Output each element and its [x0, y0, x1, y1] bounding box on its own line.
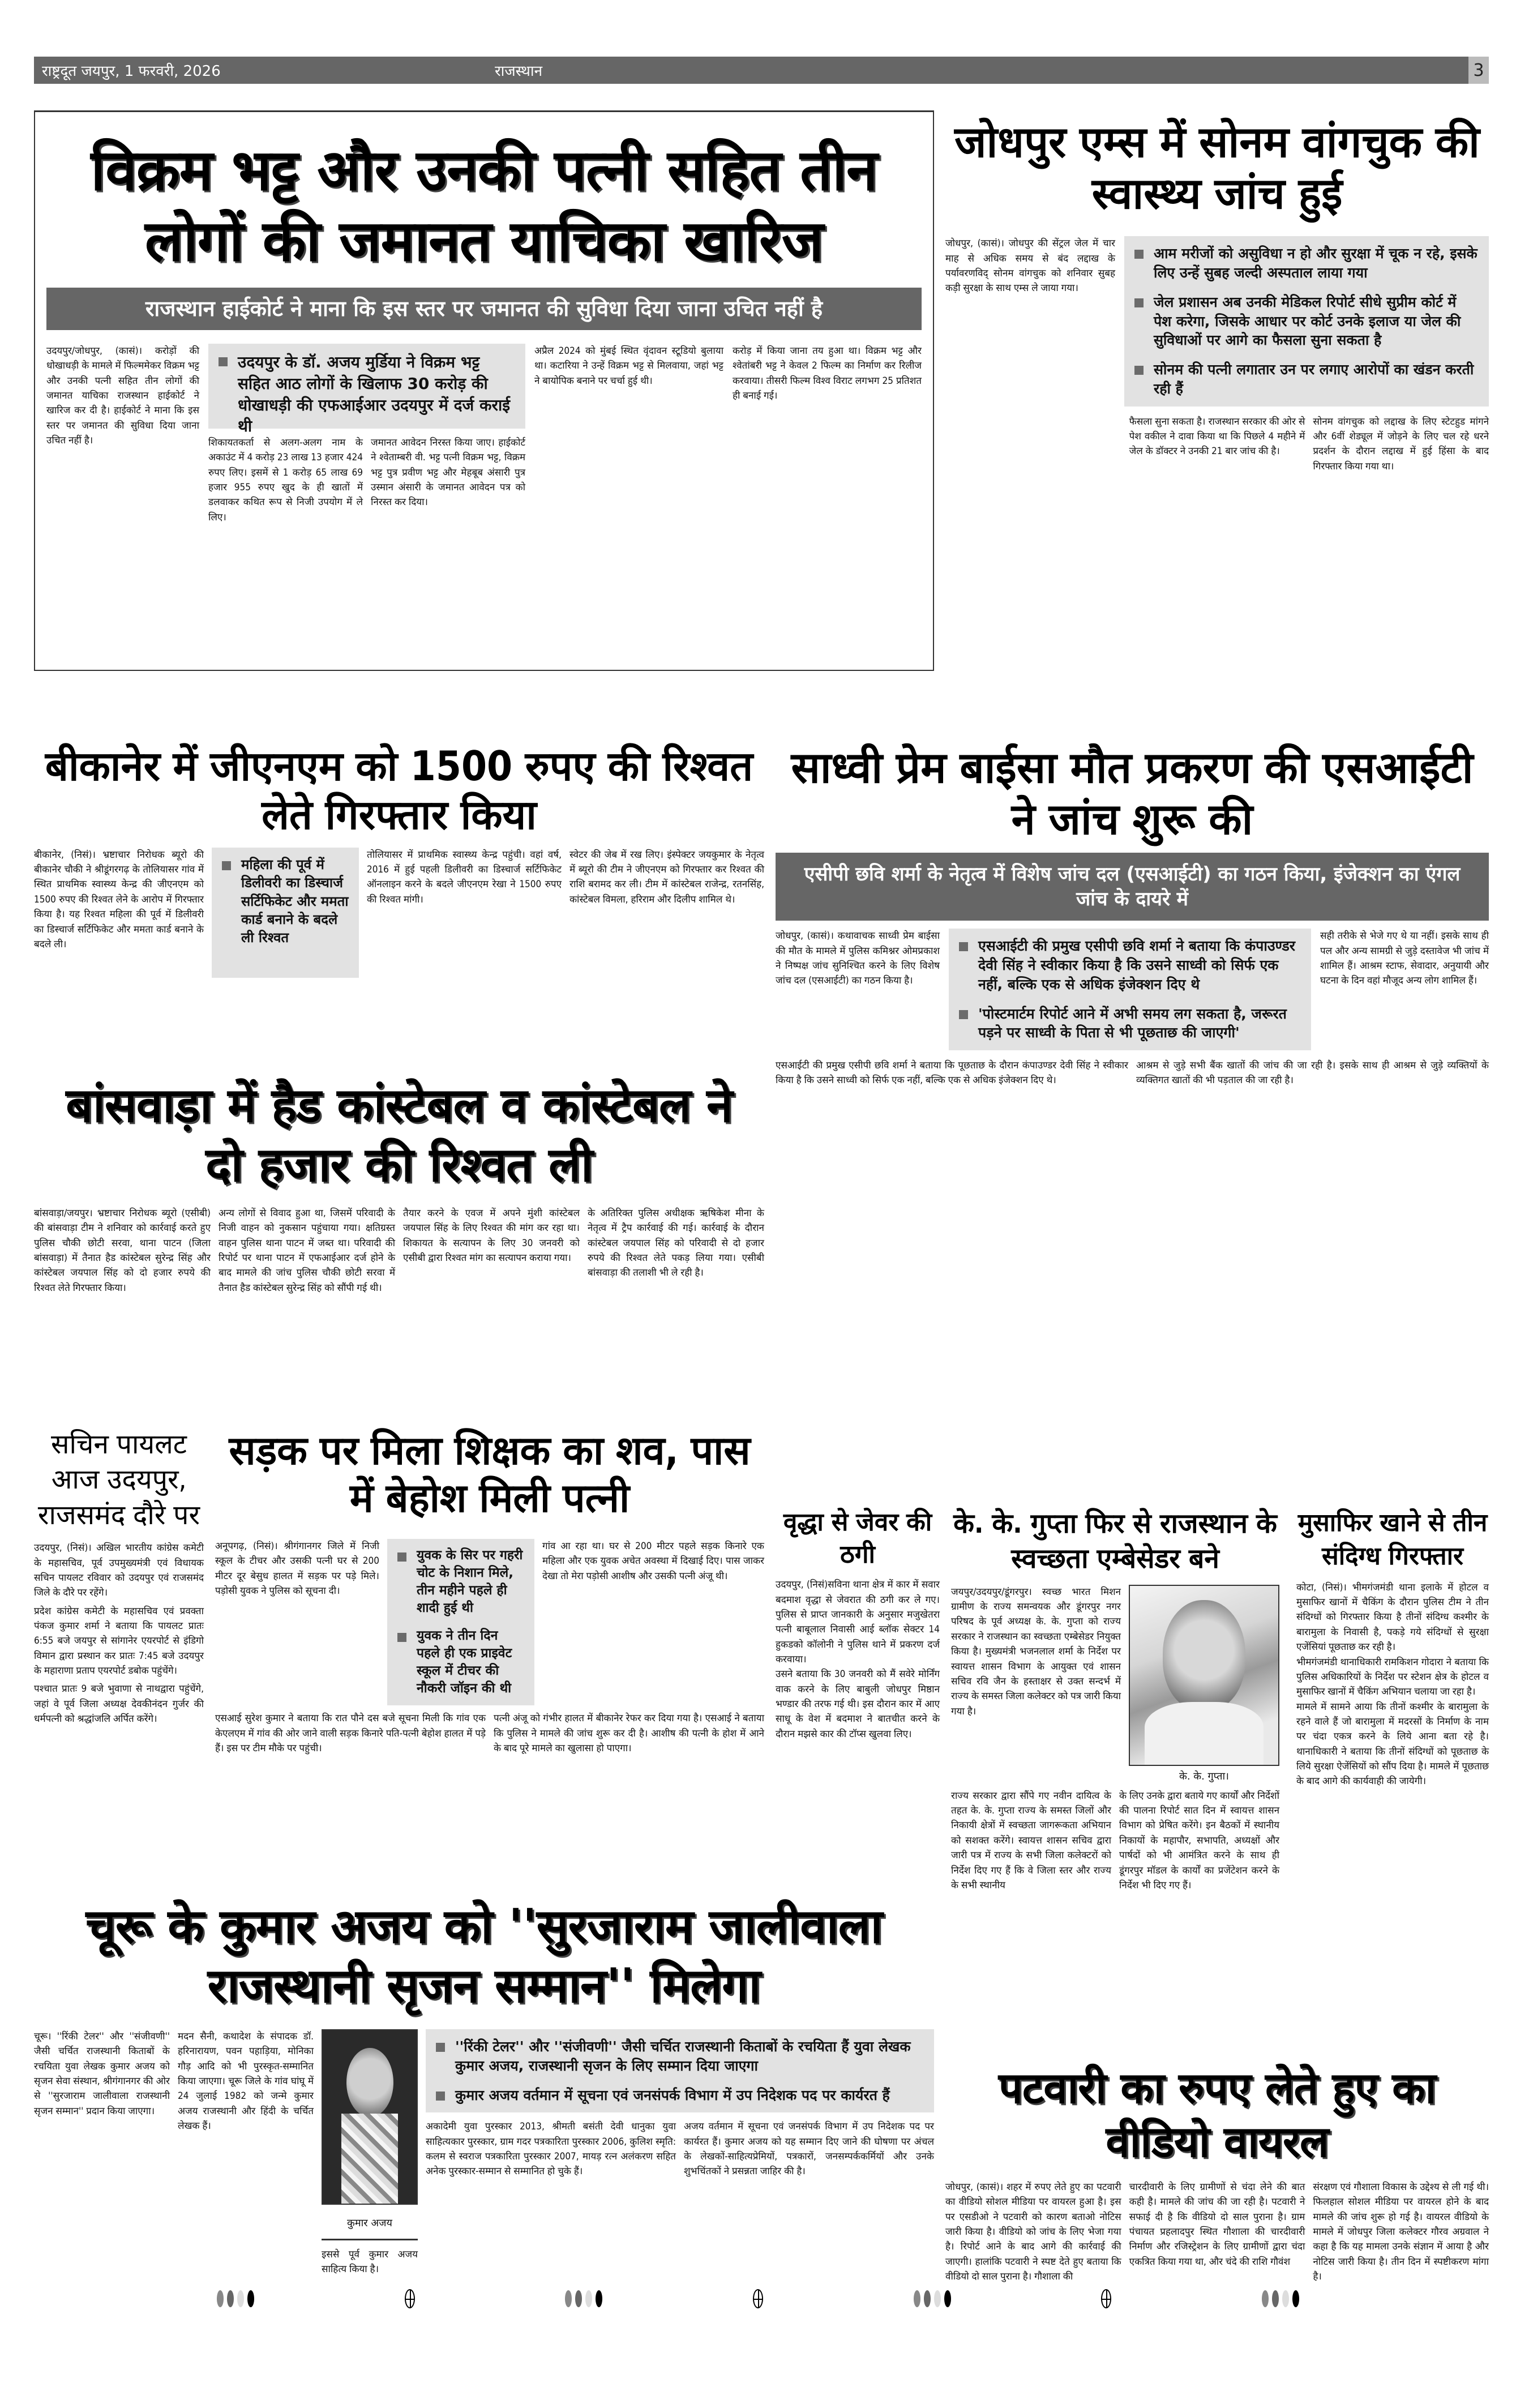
- headline: सड़क पर मिला शिक्षक का शव, पास में बेहोश मिली पत्नी: [229, 1427, 751, 1521]
- body-column: अनूपगढ़, (निसं)। श्रीगंगानगर जिले में निजी स्कूल के टीचर और उसकी पत्नी घर से 200 मीटर दूर बेसुध हालत में सड़क पर पड़े मिले। पड़ोसी युवक ने पुलिस को सूचना दी।: [215, 1541, 379, 1597]
- body-column: उदयपुर, (निसं)सविना थाना क्षेत्र में कार में सवार बदमाश वृद्धा से जेवरात की ठगी कर ले गए। पुलिस से प्राप्त जानकारी के अनुसार मजुखेतरा पत्नी बाबूलाल निवासी आई ब्लॉक सेक्टर 14 हुकडको कॉलोनी ने पुलिस थाने में प्रकरण दर्ज करवाया।: [776, 1579, 940, 1666]
- crosshair-icon: [753, 2289, 763, 2308]
- color-bar-icon: [565, 2290, 602, 2307]
- bullet-square-icon: [219, 357, 228, 366]
- story-musafir-khana: [1296, 1506, 1489, 1914]
- body-column: अप्रैल 2024 को मुंबई स्थित वृंदावन स्टूडियो बुलाया था। कटारिया ने उन्हें विक्रम भट्ट से मिलवाया, जहां भट्ट ने बायोपिक बनाने पर चर्चा हुई थी।: [534, 345, 723, 387]
- body-column: जोधपुर, (कासं)। जोधपुर की सेंट्रल जेल में चार माह से अधिक समय से बंद लद्दाख के पर्यावरणविद् सोनम वांगचुक को शनिवार सुबह कड़ी सुरक्षा के साथ एम्स ले जाया गया।: [945, 238, 1115, 294]
- photo-caption: कुमार अजय: [322, 2216, 418, 2240]
- body-column: उदयपुर/जोधपुर, (कासं)। करोड़ों की धोखाधड़ी के मामले में फिल्ममेकर विक्रम भट्ट और उनकी पत्नी सहित तीन लोगों की जमानत याचिका राजस्थान हाईकोर्ट ने खारिज कर दी है। हाईकोर्ट ने माना कि इस स्तर पर जमानत की सुविधा दिया जाना उचित नहीं है।: [46, 345, 199, 447]
- body-column: बीकानेर, (निसं)। भ्रष्टाचार निरोधक ब्यूरो की बीकानेर चौकी ने श्रीडूंगरगढ़ के तोलियासर गांव में स्थित प्राथमिक स्वास्थ्य केन्द्र की जीएनएम को 1500 रुपए की रिश्वत लेने के आरोप में गिरफ्तार किया है। यह रिश्वत महिला की पूर्व में डिलीवरी का डिस्चार्ज सर्टिफिकेट और ममता कार्ड बनाने के बदले ली।: [34, 849, 204, 950]
- masthead-dateline: राष्ट्रदूत जयपुर, 1 फरवरी, 2026: [42, 63, 221, 80]
- highlight-box: [387, 1539, 534, 1705]
- body-column: बांसवाड़ा/जयपुर। भ्रष्टाचार निरोधक ब्यूरो (एसीबी) की बांसवाड़ा टीम ने शनिवार को कार्रवाई करते हुए पुलिस चौकी छोटी सरवा, थाना पाटन (जिला बांसवाड़ा) में तैनात हैड कांस्टेबल सुरेन्द्र सिंह और कांस्टेबल जयपाल सिंह को दो हजार रुपये की रिश्वत लेते गिरफ्तार किया।: [34, 1208, 211, 1294]
- body-column: मामले में सामने आया कि तीनों कश्मीर के बारामुला के रहने वाले हैं जो बारामुला में मदरसों के निर्माण के नाम पर चंदा एकत्र करने के लिये आना बता रहे है। थानाधिकारी ने बताया कि तीनों संदिग्धों को पूछताछ के लिये सुरक्षा ऐजेंसियों को सौंप दिया है। मामले में पूछताछ के बाद आगे की कार्यवाही की जायेगी।: [1296, 1701, 1489, 1787]
- masthead-section: राजस्थान: [495, 63, 543, 80]
- body-column: सही तरीके से भेजे गए थे या नहीं। इसके साथ ही पल और अन्य सामग्री से जुड़े दस्तावेज भी जांच में शामिल हैं। आश्रम स्टाफ, सेवादार, अनुयायी और घटना के दिन वहां मौजूद अन्य लोग शामिल हैं।: [1320, 930, 1489, 987]
- story-sadhvi-prem-baisa: [776, 742, 1489, 1438]
- page-number: 3: [1468, 57, 1489, 84]
- body-column: पश्चात प्रातः 9 बजे भुवाणा से नाथद्वारा पहुंचेंगे, जहां वे पूर्व जिला अध्यक्ष देवकीनंदन गुर्जर की धर्मपत्नी को श्रद्धांजलि अर्पित करेंगे।: [34, 1683, 204, 1725]
- highlight-bullet: उदयपुर के डॉ. अजय मुर्डिया ने विक्रम भट्ट सहित आठ लोगों के खिलाफ 30 करोड़ की धोखाधड़ी की एफआईआर उदयपुर में दर्ज कराई थी: [219, 352, 515, 437]
- body-column: प्रदेश कांग्रेस कमेटी के महासचिव एवं प्रवक्ता पंकज कुमार शर्मा ने बताया कि पायलट प्रातः 6:55 बजे जयपुर से सांगानेर एयरपोर्ट से इंडिगो विमान द्वारा प्रस्थान कर प्रातः 7:45 बजे उदयपुर के महाराणा प्रताप एयरपोर्ट डबोक पहुंचेंगे।: [34, 1605, 204, 1676]
- highlight-bullet: आम मरीजों को असुविधा न हो और सुरक्षा में चूक न रहे, इसके लिए उन्हें सुबह जल्दी अस्पताल लाया गया: [1134, 244, 1479, 283]
- highlight-box: [426, 2029, 934, 2112]
- highlight-bullet: महिला की पूर्व में डिलीवरी का डिस्चार्ज सर्टिफिकेट और ममता कार्ड बनाने के बदले ली रिश्वत: [222, 856, 349, 947]
- masthead-bar: [34, 57, 1489, 84]
- body-column: सोनम वांगचुक को लद्दाख के लिए स्टेटहुड मांगने और 6वीं शेड्यूल में जोड़ने के लिए चल रहे धरने प्रदर्शन के दौरान लद्दाख में हुई हिंसा के बाद गिरफ्तार किया गया था।: [1313, 416, 1489, 472]
- body-column: मदन सैनी, कथादेश के संपादक डॉ. हरिनारायण, पवन पहाड़िया, मोनिका गौड़ आदि को भी पुरस्कृत-सम्मानित किया जाएगा। चूरू जिले के गांव घांघू में 24 जुलाई 1982 को जन्मे कुमार अजय राजस्थानी और हिंदी के चर्चित लेखक हैं।: [178, 2031, 314, 2132]
- body-column: एसआईटी की प्रमुख एसीपी छवि शर्मा ने बताया कि पूछताछ के दौरान कंपाउण्डर देवी सिंह ने स्वीकार किया है कि उसने साध्वी को सिर्फ एक नहीं, बल्कि एक से अधिक इंजेक्शन दिए थे।: [776, 1060, 1128, 1087]
- bullet-square-icon: [436, 2043, 445, 2052]
- garland-icon: [341, 2114, 398, 2204]
- headline: मुसाफिर खाने से तीन संदिग्ध गिरफ्तार: [1297, 1508, 1488, 1571]
- body-column: फैसला सुना सकता है। राजस्थान सरकार की ओर से पेश वकील ने दावा किया था कि पिछले 4 महीने में जेल के डॉक्टर ने उनकी 21 बार जांच की है।: [1129, 416, 1305, 457]
- body-column: गांव आ रहा था। घर से 200 मीटर पहले सड़क किनारे एक महिला और एक युवक अचेत अवस्था में दिखाई दिए। पास जाकर देखा तो मेरा पड़ोसी आशीष और उसकी पत्नी अंजू थी।: [542, 1541, 764, 1582]
- crosshair-icon: [1101, 2289, 1111, 2308]
- body-column: संरक्षण एवं गौशाला विकास के उद्देश्य से ली गई थी। फिलहाल सोशल मीडिया पर वायरल होने के बाद मामले की जांच शुरू हो गई है। वायरल वीडियो के मामले में जोधपुर जिला कलेक्टर गौरव अग्रवाल ने कहा है कि यह मामला उनके संज्ञान में आया है और नोटिस जारी किया है। तीन दिन में स्पष्टीकरण मांगा है।: [1313, 2182, 1489, 2283]
- highlight-bullet: कुमार अजय वर्तमान में सूचना एवं जनसंपर्क विभाग में उप निदेशक पद पर कार्यरत हैं: [436, 2086, 924, 2105]
- headline: साध्वी प्रेम बाईसा मौत प्रकरण की एसआईटी ने जांच शुरू की: [791, 742, 1474, 845]
- body-column: राज्य सरकार द्वारा सौंपे गए नवीन दायित्व के तहत के. के. गुप्ता राज्य के समस्त जिलों और निकायी क्षेत्रों में स्वच्छता जागरूकता अभियान को सशक्त करेंगे। स्वायत्त शासन सचिव द्वारा जारी पत्र में राज्य के सभी जिला कलेक्टरों को निर्देश दिए गए हैं कि वे जिला स्तर और राज्य के सभी स्थानीय: [951, 1790, 1111, 1891]
- print-registration-marks: [0, 2282, 1516, 2316]
- bullet-square-icon: [397, 1633, 406, 1642]
- headline: विक्रम भट्ट और उनकी पत्नी सहित तीन लोगों की जमानत याचिका खारिज: [91, 137, 877, 274]
- body-column: चारदीवारी के लिए ग्रामीणों से चंदा लेने की बात कही है। मामले की जांच की जा रही है। पटवारी ने सफाई दी है कि वीडियो दो साल पुराना है। ग्राम पंचायत प्रहलादपुर स्थित गौशाला की चारदीवारी निर्माण और रजिस्ट्रेशन के लिए ग्रामीणों द्वारा चंदा एकत्रित किया गया था, और चंदे की राशि गौवंश: [1129, 2182, 1305, 2268]
- bullet-square-icon: [959, 942, 968, 951]
- bullet-square-icon: [1134, 250, 1144, 259]
- body-column: उसने बताया कि 30 जनवरी को मैं सवेरे मोर्निंग वाक करने के लिए बाबुली जोधपुर मिष्ठान भण्डार की तरफ गई थी। इस दौरान कार में आए साधू के वेश में बदमाश ने बातचीत करने के दौरान मझसे कार की टॉप्स खुलवा लिए।: [776, 1669, 940, 1740]
- body-column: जोधपुर, (कासं)। शहर में रुपए लेते हुए का पटवारी का वीडियो सोशल मीडिया पर वायरल हुआ है। इस पर एसडीओ ने पटवारी को कारण बताओ नोटिस जारी किया है। वीडियो को जांच के लिए भेजा गया है। रिपोर्ट आने के बाद आगे की कार्रवाई की जाएगी। हालांकि पटवारी ने स्पष्ट देते हुए बताया कि वीडियो दो साल पुराना है। गौशाला की: [945, 2182, 1121, 2283]
- body-column: जमानत आवेदन निरस्त किया जाए। हाईकोर्ट ने श्वेताम्बरी वी. भट्ट पत्नी विक्रम भट्ट, विक्रम भट्ट पुत्र प्रवीण भट्ट और मेहबूब अंसारी पुत्र उस्मान अंसारी के जमानत आवेदन पत्र को निरस्त कर दिया।: [371, 437, 525, 508]
- headline: बीकानेर में जीएनएम को 1500 रुपए की रिश्वत लेते गिरफ्तार किया: [45, 742, 753, 839]
- bullet-square-icon: [1134, 298, 1144, 307]
- body-column: जयपुर/उदयपुर/डूंगरपुर। स्वच्छ भारत मिशन ग्रामीण के राज्य समन्वयक और डूंगरपुर नगर परिषद के पूर्व अध्यक्ष के. के. गुप्ता को राज्य सरकार ने राजस्थान का स्वच्छता एम्बेसेडर नियुक्त किया है। मुख्यमंत्री भजनलाल शर्मा के निर्देश पर स्वायत्त शासन विभाग के आयुक्त एवं शासन सचिव रवि जैन के हस्ताक्षर से उक्त सन्दर्भ में राज्य के समस्त जिला कलेक्टर को पत्र जारी किया गया है।: [951, 1586, 1121, 1717]
- body-column: अकादेमी युवा पुरस्कार 2013, श्रीमती बसंती देवी धानुका युवा साहित्यकार पुरस्कार, ग्राम गदर पत्रकारिता पुरस्कार 2006, कुलिश स्मृति: कलम से स्वराज पत्रकारिता पुरस्कार 2007, मायड़ रत्न अलंकरण सहित अनेक पुरस्कार-सम्मान से सम्मानित हो चुके हैं।: [426, 2121, 676, 2178]
- body-column: करोड़ में किया जाना तय हुआ था। विक्रम भट्ट और श्वेतांबरी भट्ट ने केवल 2 फिल्म का निर्माण कर रिलीज करवाया। तीसरी फिल्म विश्व विराट लगभग 25 प्रतिशत ही बनाई गई।: [733, 345, 922, 402]
- photo-caption: के. के. गुप्ता।: [1179, 1770, 1229, 1782]
- color-bar-icon: [217, 2290, 254, 2307]
- headline: के. के. गुप्ता फिर से राजस्थान के स्वच्छता एम्बेसेडर बने: [953, 1508, 1277, 1575]
- story-sachin-pilot: [34, 1427, 204, 1823]
- portrait-shirt: [1145, 1702, 1264, 1765]
- highlight-box: [208, 344, 525, 436]
- body-column: इससे पूर्व कुमार अजय साहित्य किया है।: [322, 2249, 418, 2276]
- highlight-box: [212, 848, 359, 978]
- crosshair-icon: [405, 2289, 415, 2308]
- headline: सचिन पायलट आज उदयपुर, राजसमंद दौरे पर: [37, 1428, 200, 1531]
- highlight-bullet: जेल प्रशासन अब उनकी मेडिकल रिपोर्ट सीधे सुप्रीम कोर्ट में पेश करेगा, जिसके आधार पर कोर्ट उनके इलाज या जेल की सुविधाओं पर आगे का फैसला सुना सकता है: [1134, 293, 1479, 350]
- story-banswara-constable: [34, 1076, 764, 1393]
- bullet-square-icon: [1134, 366, 1144, 375]
- story-sonam-wangchuk: [945, 110, 1489, 671]
- highlight-bullet: 'पोस्टमार्टम रिपोर्ट आने में अभी समय लग सकता है, जरूरत पड़ने पर साध्वी के पिता से भी पूछताछ की जाएगी': [959, 1004, 1301, 1043]
- headline: जोधपुर एम्स में सोनम वांगचुक की स्वास्थ्य जांच हुई: [954, 117, 1480, 219]
- body-column: भीमगंजमंडी थानाधिकारी रामकिशन गोदारा ने बताया कि पुलिस अधिकारियों के निर्देश पर स्टेशन क्षेत्र के होटल व मुसाफिर खानों में चैकिंग अभियान चलाया जा रहा है।: [1296, 1656, 1489, 1698]
- body-column: पत्नी अंजू को गंभीर हालत में बीकानेर रेफर कर दिया गया है। एसआई ने बताया कि पुलिस ने मामले की जांच शुरू कर दी है। आशीष की पत्नी के होश में आने के बाद पूरे मामले का खुलासा हो पाएगा।: [494, 1713, 764, 1755]
- highlight-bullet: युवक के सिर पर गहरी चोट के निशान मिले, तीन महीने पहले ही शादी हुई थी: [397, 1547, 524, 1617]
- story-vikram-bhatt: [34, 110, 934, 671]
- headline: बांसवाड़ा में हैड कांस्टेबल व कांस्टेबल ने दो हजार की रिश्वत ली: [66, 1077, 733, 1192]
- kumar-ajay-photo: [322, 2029, 418, 2205]
- body-column: अजय वर्तमान में सूचना एवं जनसंपर्क विभाग में उप निदेशक पद पर कार्यरत हैं। कुमार अजय को यह सम्मान दिए जाने की घोषणा पर अंचल के लेखकों-साहित्यप्रेमियों, पत्रकारों, जनसम्पर्ककर्मियों और उनके शुभचिंतकों ने प्रसन्नता जाहिर की है।: [684, 2121, 934, 2178]
- body-column: के अतिरिक्त पुलिस अधीक्षक ऋषिकेश मीना के नेतृत्व में ट्रैप कार्रवाई की गई। कार्रवाई के दौरान कांस्टेबल जयपाल सिंह को परिवादी से दो हजार रुपये की रिश्वत लेते पकड़ लिया गया। एसीबी बांसवाड़ा की तलाशी भी ले रही है।: [588, 1208, 764, 1279]
- story-vriddha-thagi: [776, 1506, 940, 1823]
- bullet-square-icon: [397, 1552, 406, 1562]
- highlight-box: [1124, 236, 1489, 406]
- story-teacher-road: [215, 1427, 764, 1823]
- body-column: चूरू। ''रिंकी टेलर'' और ''संजीवणी'' जैसी चर्चित राजस्थानी किताबों के रचयिता युवा लेखक कुमार अजय को सृजन सेवा संस्थान, श्रीगंगानगर की ओर से ''सुरजाराम जालीवाला राजस्थानी सृजन सम्मान'' प्रदान किया जाएगा।: [34, 2031, 170, 2117]
- body-column: के लिए उनके द्वारा बताये गए कार्यों और निर्देशों की पालना रिपोर्ट सात दिन में स्वायत्त शासन विभाग को प्रेषित करेंगे। इन बैठकों में स्थानीय निकायों के महापौर, सभापति, अध्यक्षों और पार्षदों को भी आमंत्रित करने के साथ ही डूंगरपुर मॉडल के कार्यों का प्रजेंटेशन करने के निर्देश भी दिए गए हैं।: [1119, 1790, 1279, 1891]
- body-column: कोटा, (निसं)। भीमगंजमंडी थाना इलाके में होटल व मुसाफिर खानों में चैकिंग के दौरान पुलिस टीम ने तीन संदिग्धों को गिरफ्तार किया है तीनों संदिग्ध कश्मीर के बारामुला के निवासी है, पकड़े गये संदिग्धों से सुरक्षा एजेंसियां पूछताछ कर रही है।: [1296, 1581, 1489, 1653]
- bullet-square-icon: [222, 861, 231, 870]
- body-column: उदयपुर, (निसं)। अखिल भारतीय कांग्रेस कमेटी के महासचिव, पूर्व उपमुख्यमंत्री एवं विधायक सचिन पायलट रविवार को उदयपुर एवं राजसमंद जिले के दौरे पर रहेंगे।: [34, 1542, 204, 1599]
- body-column: आश्रम से जुड़े सभी बैंक खातों की जांच की जा रही है। इसके साथ ही आश्रम से जुड़े व्यक्तियों के व्यक्तिगत खातों की भी पड़ताल की जा रही है।: [1136, 1060, 1489, 1087]
- color-bar-icon: [914, 2290, 951, 2307]
- body-column: जोधपुर, (कासं)। कथावाचक साध्वी प्रेम बाईसा की मौत के मामले में पुलिस कमिश्नर ओमप्रकाश ने निष्पक्ष जांच सुनिश्चित करने के लिए विशेष जांच दल (एसआईटी) का गठन किया है।: [776, 930, 940, 987]
- highlight-bullet: युवक ने तीन दिन पहले ही एक प्राइवेट स्कूल में टीचर की नौकरी जॉइन की थी: [397, 1627, 524, 1697]
- deck-subhead: राजस्थान हाईकोर्ट ने माना कि इस स्तर पर जमानत की सुविधा दिया जाना उचित नहीं है: [46, 288, 922, 330]
- body-column: तैयार करने के एवज में अपने मुंशी कांस्टेबल जयपाल सिंह के लिए रिश्वत की मांग कर रहा था। शिकायत के सत्यापन के लिए 30 जनवरी को एसीबी द्वारा रिश्वत मांग का सत्यापन कराया गया।: [403, 1208, 580, 1264]
- color-bar-icon: [1262, 2290, 1299, 2307]
- bullet-square-icon: [959, 1010, 968, 1019]
- headline: वृद्धा से जेवर की ठगी: [783, 1508, 932, 1569]
- portrait-face-icon: [1163, 1600, 1246, 1711]
- story-patwari-video: [945, 2061, 1489, 2283]
- story-kk-gupta: [951, 1506, 1279, 1914]
- highlight-box: [949, 929, 1311, 1050]
- headline: पटवारी का रुपए लेते हुए का वीडियो वायरल: [998, 2063, 1436, 2167]
- highlight-bullet: सोनम की पत्नी लगातार उन पर लगाए आरोपों का खंडन करती रही हैं: [1134, 360, 1479, 399]
- story-kumar-ajay: [34, 1897, 934, 2276]
- body-column: स्वेटर की जेब में रख लिए। इंस्पेक्टर जयकुमार के नेतृत्व में ब्यूरो की टीम ने जीएनएम को गिरफ्तार कर रिश्वत की राशि बरामद कर ली। टीम में कांस्टेबल राजेन्द्र, रतनसिंह, कांस्टेबल विमला, हरिराम और दिलीप शामिल थे।: [569, 849, 764, 905]
- highlight-bullet: एसआईटी की प्रमुख एसीपी छवि शर्मा ने बताया कि कंपाउण्डर देवी सिंह ने स्वीकार किया है कि उसने साध्वी को सिर्फ एक नहीं, बल्कि एक से अधिक इंजेक्शन दिए थे: [959, 936, 1301, 994]
- body-column: एसआई सुरेश कुमार ने बताया कि रात पौने दस बजे सूचना मिली कि गांव एक केएलएम में गांव की ओर जाने वाली सड़क किनारे पति-पत्नी बेहोश हालत में पड़े हैं। इस पर टीम मौके पर पहुंची।: [215, 1713, 486, 1755]
- body-column: तोलियासर में प्राथमिक स्वास्थ्य केन्द्र पहुंची। वहां वर्ष, 2016 में हुई पहली डिलीवरी का डिस्चार्ज सर्टिफिकेट ऑनलाइन करने के बदले जीएनएम रेखा ने 1500 रुपए की रिश्वत मांगी।: [367, 849, 562, 905]
- highlight-bullet: ''रिंकी टेलर'' और ''संजीवणी'' जैसी चर्चित राजस्थानी किताबों के रचयिता हैं युवा लेखक कुमार अजय, राजस्थानी सृजन के लिए सम्मान दिया जाएगा: [436, 2037, 924, 2076]
- portrait-face-icon: [346, 2048, 393, 2117]
- story-bikaner-gnm: [34, 742, 764, 991]
- deck-subhead: एसीपी छवि शर्मा के नेतृत्व में विशेष जांच दल (एसआईटी) का गठन किया, इंजेक्शन का एंगल जांच के दायरे में: [776, 853, 1489, 921]
- kk-gupta-photo: [1129, 1585, 1279, 1766]
- body-column: शिकायतकर्ता से अलग-अलग नाम के अकाउंट में 4 करोड़ 23 लाख 13 हजार 424 रुपए लिए। इसमें से 1 करोड़ 65 लाख 69 हजार 955 रुपए खुद के ही खातों में डलवाकर कथित रूप से निजी उपयोग में ले लिए।: [208, 437, 363, 523]
- headline: चूरू के कुमार अजय को ''सुरजाराम जालीवाला राजस्थानी सृजन सम्मान'' मिलेगा: [85, 1898, 883, 2013]
- body-column: अन्य लोगों से विवाद हुआ था, जिसमें परिवादी के निजी वाहन को नुकसान पहुंचाया गया। क्षतिग्रस्त वाहन पुलिस थाना पाटन में जब्त था। परिवादी की रिपोर्ट पर थाना पाटन में एफआईआर दर्ज होने के बाद मामले की जांच पुलिस चौकी छोटी सरवा में तैनात हैड कांस्टेबल सुरेन्द्र सिंह को सौंपी गई थी।: [219, 1208, 395, 1294]
- bullet-square-icon: [436, 2092, 445, 2101]
